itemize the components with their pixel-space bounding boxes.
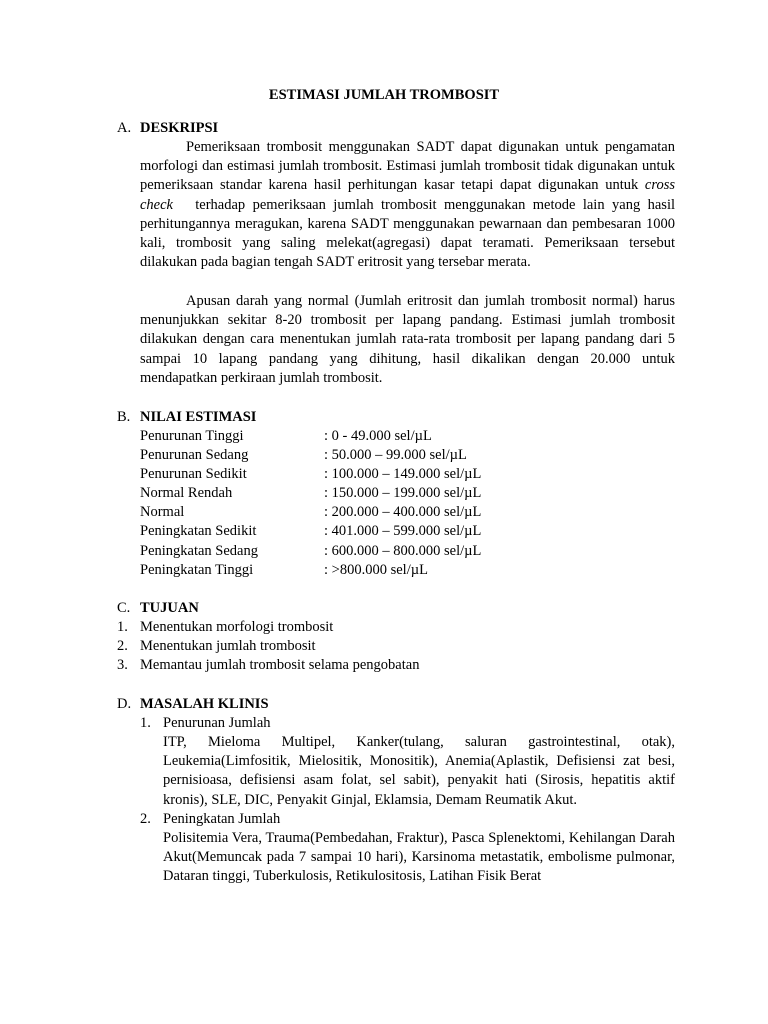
section-c-heading: TUJUAN — [140, 600, 199, 616]
list-item-number: 1. — [117, 619, 128, 635]
estimate-value: : 600.000 – 800.000 sel/µL — [324, 543, 482, 559]
section-a-p2-text: Apusan darah yang normal (Jumlah eritrosit dan jumlah trombosit normal) harus menunjukkan sekitar 8-20 trombosit per lapang pandang. Estimasi jumlah trombosit dilakukan dengan cara menentukan jumlah rata-rata trombosit per lapang pandang dari 5 sampai 10 lapang pandang yang dihitung, hasil dikalikan dengan 20.000 untuk mendapatkan perkiraan jumlah trombosit. — [140, 293, 675, 386]
estimate-label: Peningkatan Tinggi — [140, 562, 254, 578]
page-title: ESTIMASI JUMLAH TROMBOSIT — [268, 87, 500, 103]
section-a-heading: DESKRIPSI — [140, 120, 219, 136]
section-b-letter: B. — [117, 409, 131, 425]
list-item-number: 2. — [117, 638, 128, 654]
estimate-label: Normal — [140, 504, 185, 520]
estimate-value: : 200.000 – 400.000 sel/µL — [324, 504, 482, 520]
estimate-value: : 150.000 – 199.000 sel/µL — [324, 485, 482, 501]
section-c-letter: C. — [117, 600, 131, 616]
list-item-number: 3. — [117, 657, 128, 673]
list-item: Menentukan jumlah trombosit — [140, 638, 316, 654]
section-a-paragraph-1 — [140, 138, 675, 272]
estimate-value: : 0 - 49.000 sel/µL — [324, 428, 432, 444]
estimate-value: : 50.000 – 99.000 sel/µL — [324, 447, 467, 463]
estimate-value: : >800.000 sel/µL — [324, 562, 428, 578]
estimate-value: : 100.000 – 149.000 sel/µL — [324, 466, 482, 482]
estimate-label: Peningkatan Sedikit — [140, 523, 257, 539]
section-a-p1-start: Pemeriksaan trombosit menggunakan SADT dapat digunakan untuk pengamatan morfologi dan estimasi jumlah trombosit. Estimasi jumlah trombosit tidak digunakan untuk pemeriksaan standar karena hasil perhitungan kasar tetapi dapat digunakan untuk — [140, 139, 675, 194]
estimate-label: Peningkatan Sedang — [140, 543, 258, 559]
section-a-p1-italic: cross check — [140, 177, 675, 213]
section-d-heading: MASALAH KLINIS — [140, 696, 269, 712]
section-d-letter: D. — [117, 696, 132, 712]
estimate-label: Normal Rendah — [140, 485, 233, 501]
clinical-item-number: 1. — [140, 715, 151, 731]
section-a-paragraph-2 — [140, 292, 675, 388]
estimate-label: Penurunan Sedang — [140, 447, 249, 463]
clinical-item-text: ITP, Mieloma Multipel, Kanker(tulang, saluran gastrointestinal, otak), Leukemia(Limfositik, Mielositik, Monositik), Anemia(Aplastik, Defisiensi zat besi, pernisioasa, defisiensi asam folat, sel sabit), penyakit hati (Sirosis, hepatitis aktif kronis), SLE, DIC, Penyakit Ginjal, Eklamsia, Demam Reumatik Akut. — [163, 734, 675, 808]
section-a-letter: A. — [117, 120, 132, 136]
estimate-value: : 401.000 – 599.000 sel/µL — [324, 523, 482, 539]
section-a-p1-end: terhadap pemeriksaan jumlah trombosit menggunakan metode lain yang hasil perhitungannya meragukan, karena SADT menggunakan pewarnaan dan pembesaran 1000 kali, trombosit yang saling melekat(agregasi) dapat teramati. Pemeriksaan tersebut dilakukan pada bagian tengah SADT eritrosit yang tersebar merata. — [140, 196, 676, 271]
clinical-item-title: Penurunan Jumlah — [163, 715, 271, 731]
section-b-heading: NILAI ESTIMASI — [140, 409, 257, 425]
clinical-item-text: Polisitemia Vera, Trauma(Pembedahan, Fraktur), Pasca Splenektomi, Kehilangan Darah Akut(Memuncak pada 7 sampai 10 hari), Karsinoma metastatik, embolisme pulmonar, Dataran tinggi, Tuberkulosis, Retikulositosis, Latihan Fisik Berat — [163, 830, 675, 885]
clinical-item-number: 2. — [140, 811, 151, 827]
clinical-item-title: Peningkatan Jumlah — [163, 811, 281, 827]
list-item: Memantau jumlah trombosit selama pengobatan — [140, 657, 420, 673]
estimate-label: Penurunan Tinggi — [140, 428, 244, 444]
list-item: Menentukan morfologi trombosit — [140, 619, 334, 635]
estimate-label: Penurunan Sedikit — [140, 466, 247, 482]
